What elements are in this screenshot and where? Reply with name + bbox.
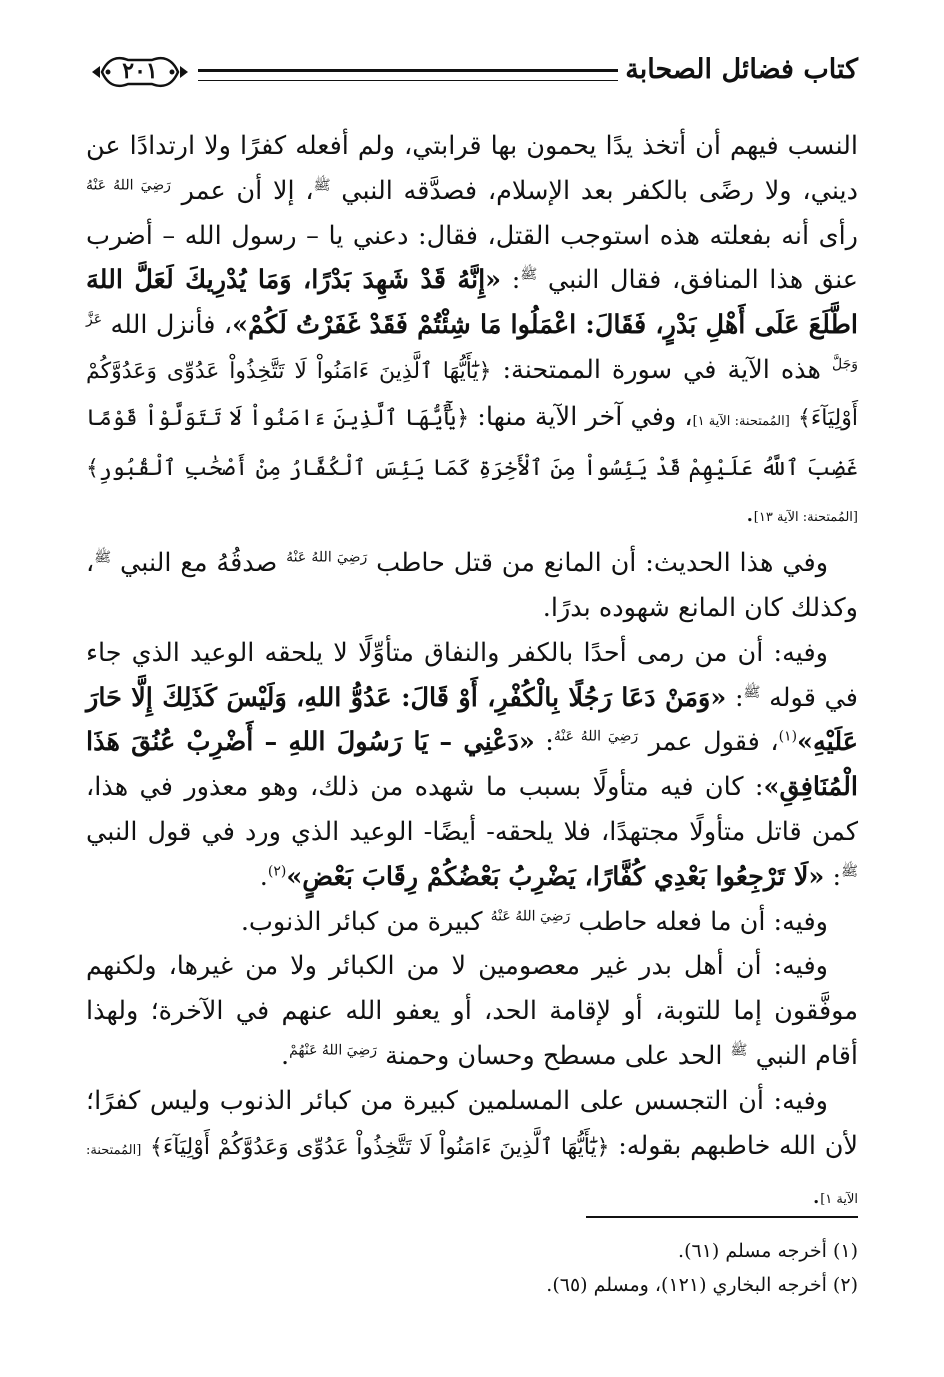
text: :: [734, 682, 744, 713]
footnote: (٢) أخرجه البخاري (١٢١)، ومسلم (٦٥).: [546, 1274, 858, 1296]
quran-verse: ﴿يَٰٓأَيُّهَا ٱلَّذِينَ ءَامَنُواْ لَا تَتَّخِذُواْ عَدُوِّى وَعَدُوَّكُمْ أَوْلِيَآءَ﴾: [86, 358, 859, 431]
footnote-ref: (٢): [267, 863, 287, 880]
text: ، وفي آخر الآية منها:: [477, 401, 693, 432]
paragraph: [86, 541, 858, 631]
hadith-quote: «لَا تَرْجِعُوا بَعْدِي كُفَّارًا، يَضْرِبُ بَعْضُكُمْ رِقَابَ بَعْضٍ»: [286, 861, 825, 892]
radi-honorific: رَضِيَ اللهُ عَنْهُ: [490, 908, 571, 925]
quran-verse: ﴿يَٰٓأَيُّهَا ٱلَّذِينَ ءَامَنُواْ لَا تَتَوَلَّوْاْ قَوْمًا غَضِبَ ٱللَّهُ عَلَيْهِمْ قَدْ يَئِسُواْ مِنَ ٱلْأَخِرَةِ كَمَا يَئِسَ ٱلْكُفَّارُ مِنْ أَصْحَٰبِ ٱلْقُبُورِ﴾: [86, 405, 858, 481]
text: :: [545, 727, 554, 758]
text: رأى أنه بفعلته هذه استوجب القتل، فقال: دعني يا – رسول الله – أضرب عنق هذا المنافق، فقال النبي: [86, 220, 858, 296]
radi-honorific: رَضِيَ اللهُ عَنْهُ: [86, 177, 171, 194]
salla-honorific: ﷺ: [520, 266, 538, 283]
text: ، فقول عمر: [648, 727, 779, 758]
text: هذه الآية في سورة الممتحنة:: [502, 354, 822, 385]
text: : كان فيه متأولًا بسبب ما شهده من ذلك، وهو معذور في هذا، كمن قاتل متأولًا مجتهدًا، فلا يلحقه- أيضًا- الوعيد الذي ورد في قول النبي: [86, 772, 858, 847]
salla-honorific: ﷺ: [94, 549, 112, 566]
salla-honorific: ﷺ: [743, 684, 761, 701]
main-text: [86, 124, 858, 1223]
hadith-quote: «وَمَنْ دَعَا رَجُلًا بِالْكُفْرِ، أَوْ قَالَ: عَدُوُّ اللهِ، وَلَيْسَ كَذَلِكَ إِلَّا حَارَ عَلَيْهِ»: [86, 682, 858, 758]
text: :: [511, 265, 521, 296]
page-number: ٢٠١: [122, 58, 158, 84]
page-header: [88, 52, 858, 96]
book-title: كتاب فضائل الصحابة: [625, 54, 858, 85]
text: وفيه: أن من رمى أحدًا بالكفر والنفاق متأوِّلًا لا يلحقه الوعيد الذي جاء في قوله: [86, 637, 858, 713]
text: كبيرة من كبائر الذنوب.: [240, 906, 483, 937]
text: .: [259, 861, 268, 892]
text: النسب فيهم أن أتخذ يدًا يحمون بها قرابتي، ولم أفعله كفرًا ولا ارتدادًا عن ديني، ولا رضًى بالكفر بعد الإسلام، فصدَّقه النبي: [86, 131, 859, 206]
hadith-quote: «إِنَّهُ قَدْ شَهِدَ بَدْرًا، وَمَا يُدْرِيكَ لَعَلَّ اللهَ اطَّلَعَ عَلَى أَهْلِ بَدْرٍ، فَقَالَ: اعْمَلُوا مَا شِئْتُمْ فَقَدْ غَفَرْتُ لَكُمْ»: [86, 265, 858, 341]
footnotes: [86, 1234, 858, 1302]
paragraph: [86, 631, 858, 900]
text: الحد على مسطح وحسان وحمنة: [385, 1040, 723, 1071]
text: .: [812, 1180, 821, 1211]
footnote-ref: (١): [778, 728, 798, 745]
paragraph: [86, 1079, 858, 1223]
verse-citation: [المُمتحنة: الآية ١]: [692, 413, 790, 429]
text: وفيه: أن ما فعله حاطب: [578, 906, 828, 937]
text: وفيه: أن أهل بدر غير معصومين لا من الكبائر ولا من غيرها، ولكنهم موفَّقون إما للتوبة، أو لإقامة الحد، أو يعفو الله عنهم في الآخرة؛ ولهذا أقام النبي: [86, 951, 858, 1071]
page-number-frame: [88, 52, 192, 92]
radi-honorific: رَضِيَ اللهُ عَنْهُ: [553, 728, 639, 745]
text: :: [832, 861, 842, 892]
text: ، إلا أن عمر: [181, 175, 314, 206]
header-rule: [198, 69, 618, 81]
verse-citation: [المُمتحنة: الآية ١٣]: [753, 510, 858, 526]
text: .: [281, 1040, 290, 1071]
salla-honorific: ﷺ: [841, 863, 858, 880]
hadith-quote: «دَعْنِي – يَا رَسُولَ اللهِ – أَضْرِبْ عُنُقَ هَذَا الْمُنَافِقِ»: [86, 727, 858, 803]
text: ، وكذلك كان المانع شهوده بدرًا.: [86, 548, 858, 623]
verse-citation: [المُمتحنة: الآية ١]: [86, 1142, 858, 1208]
text: وفيه: أن التجسس على المسلمين كبيرة من كبائر الذنوب وليس كفرًا؛ لأن الله خاطبهم بقوله:: [86, 1085, 858, 1161]
azza-honorific: عَزَّ وَجَلَّ: [86, 311, 859, 373]
radi-honorific: رَضِيَ اللهُ عَنْهُ: [286, 549, 368, 566]
paragraph: [86, 944, 858, 1078]
text: .: [745, 498, 754, 529]
text: صدقُهُ مع النبي: [120, 548, 278, 579]
text: ، فأنزل الله: [110, 310, 233, 341]
text: وفي هذا الحديث: أن المانع من قتل حاطب: [376, 548, 829, 579]
salla-honorific: ﷺ: [313, 177, 331, 194]
salla-honorific: ﷺ: [730, 1042, 748, 1059]
quran-verse: ﴿يَٰٓأَيُّهَا ٱلَّذِينَ ءَامَنُواْ لَا تَتَّخِذُواْ عَدُوِّى وَعَدُوَّكُمْ أَوْلِيَآءَ﴾: [149, 1134, 610, 1160]
paragraph: [86, 900, 858, 945]
radi-plural-honorific: رَضِيَ اللهُ عَنْهُمْ: [289, 1042, 377, 1059]
paragraph: [86, 124, 858, 541]
footnote: (١) أخرجه مسلم (٦١).: [678, 1240, 858, 1262]
footnote-separator: [586, 1216, 858, 1218]
